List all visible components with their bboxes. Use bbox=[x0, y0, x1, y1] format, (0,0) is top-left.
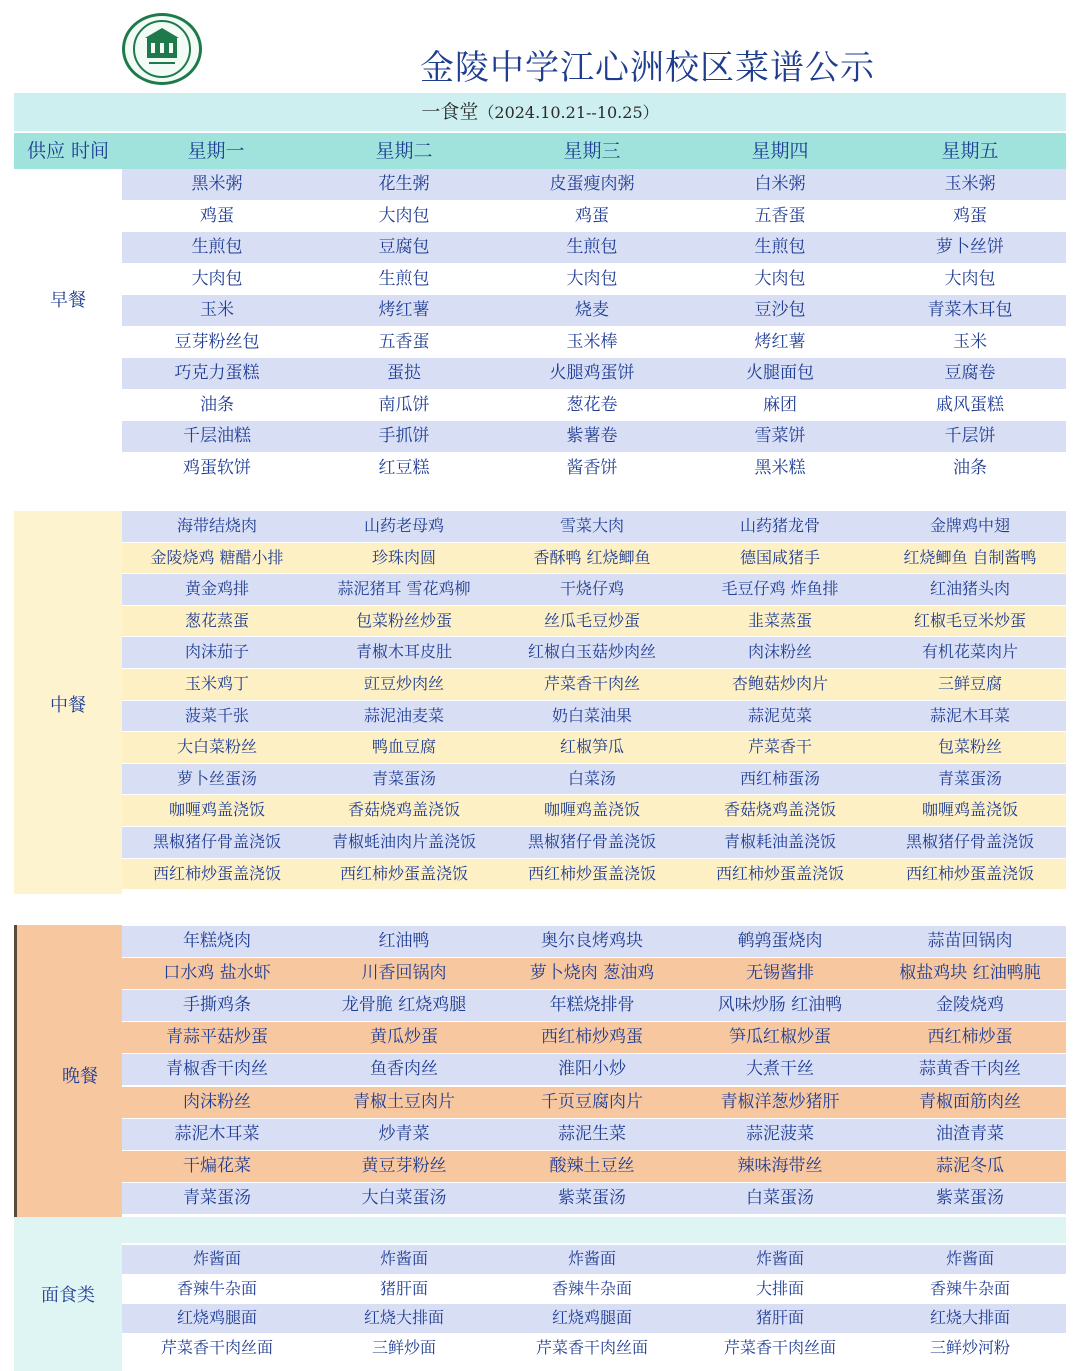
dinner-dish-cell: 手撕鸡条 bbox=[183, 995, 251, 1016]
lunch-dish-cell: 珍珠肉圆 bbox=[371, 547, 436, 567]
breakfast-dish-cell: 大肉包 bbox=[754, 268, 806, 289]
lunch-dish-cell: 西红柿炒蛋盖浇饭 bbox=[905, 863, 1034, 883]
lunch-dish-cell: 青菜蛋汤 bbox=[937, 768, 1002, 788]
noodles-dish-cell: 芹菜香干肉丝面 bbox=[160, 1337, 273, 1357]
dinner-dish-cell: 青蒜平菇炒蛋 bbox=[166, 1027, 268, 1048]
breakfast-dish-cell: 青菜木耳包 bbox=[927, 300, 1013, 320]
dinner-dish-cell: 大煮干丝 bbox=[746, 1059, 814, 1080]
lunch-dish-cell: 白菜汤 bbox=[567, 768, 616, 788]
lunch-dish-cell: 咖喱鸡盖浇饭 bbox=[543, 800, 640, 820]
lunch-dish-cell: 雪菜大肉 bbox=[559, 516, 624, 535]
noodles-dish-cell: 香辣牛杂面 bbox=[929, 1278, 1010, 1298]
breakfast-dish-cell: 麻团 bbox=[763, 394, 797, 415]
dinner-dish-cell: 萝卜烧肉 葱油鸡 bbox=[529, 963, 655, 984]
lunch-dish-cell: 肉沫粉丝 bbox=[747, 642, 812, 662]
breakfast-dish-cell: 大肉包 bbox=[378, 205, 430, 226]
lunch-dish-cell: 三鲜豆腐 bbox=[937, 674, 1002, 693]
noodles-dish-cell: 大排面 bbox=[755, 1278, 804, 1298]
noodles-dish-cell: 炸酱面 bbox=[379, 1249, 428, 1268]
canteen-bar bbox=[14, 93, 1066, 131]
dinner-dish-cell: 无锡酱排 bbox=[746, 963, 814, 984]
dinner-dish-cell: 黄瓜炒蛋 bbox=[370, 1027, 438, 1048]
breakfast-dish-cell: 玉米 bbox=[953, 331, 987, 352]
breakfast-dish-cell: 巧克力蛋糕 bbox=[174, 363, 260, 383]
noodles-dish-cell: 红烧大排面 bbox=[363, 1308, 444, 1327]
lunch-dish-cell: 毛豆仔鸡 炸鱼排 bbox=[721, 579, 839, 599]
breakfast-dish-cell: 豆沙包 bbox=[754, 300, 806, 320]
dinner-dish-cell: 肉沫粉丝 bbox=[183, 1091, 251, 1112]
dinner-dish-cell: 金陵烧鸡 bbox=[936, 995, 1004, 1016]
lunch-dish-cell: 咖喱鸡盖浇饭 bbox=[921, 800, 1018, 820]
day-header-mon: 星期一 bbox=[187, 140, 245, 162]
noodles-dish-cell: 芹菜香干肉丝面 bbox=[723, 1337, 836, 1357]
noodles-dish-cell: 三鲜炒面 bbox=[371, 1337, 436, 1357]
breakfast-dish-cell: 千层油糕 bbox=[183, 426, 251, 446]
dinner-dish-cell: 西红柿炒鸡蛋 bbox=[541, 1027, 643, 1048]
lunch-dish-cell: 山药猪龙骨 bbox=[739, 516, 820, 535]
breakfast-dish-cell: 豆芽粉丝包 bbox=[174, 331, 260, 352]
lunch-dish-cell: 黑椒猪仔骨盖浇饭 bbox=[152, 832, 281, 851]
canteen-name: 一食堂 bbox=[421, 101, 479, 123]
breakfast-dish-cell: 手抓饼 bbox=[378, 426, 430, 446]
lunch-dish-cell: 咖喱鸡盖浇饭 bbox=[168, 800, 265, 820]
breakfast-dish-cell: 玉米 bbox=[200, 300, 234, 320]
dinner-dish-cell: 椒盐鸡块 红油鸭肫 bbox=[899, 963, 1041, 984]
dinner-dish-cell: 鱼香肉丝 bbox=[370, 1059, 438, 1080]
lunch-dish-cell: 蒜泥苋菜 bbox=[747, 705, 812, 725]
lunch-dish-cell: 青椒木耳皮肚 bbox=[355, 642, 452, 662]
lunch-dish-cell: 金陵烧鸡 糖醋小排 bbox=[150, 547, 284, 567]
dinner-dish-cell: 蒜泥木耳菜 bbox=[174, 1123, 260, 1144]
breakfast-dish-cell: 蛋挞 bbox=[387, 363, 421, 383]
lunch-dish-cell: 包菜粉丝 bbox=[937, 737, 1002, 757]
lunch-dish-cell: 杏鲍菇炒肉片 bbox=[731, 674, 828, 693]
lunch-dish-cell: 包菜粉丝炒蛋 bbox=[355, 610, 452, 630]
breakfast-dish-cell: 生煎包 bbox=[191, 237, 243, 257]
lunch-dish-cell: 干烧仔鸡 bbox=[559, 579, 624, 599]
dinner-dish-cell: 黄豆芽粉丝 bbox=[361, 1155, 447, 1176]
breakfast-dish-cell: 烤红薯 bbox=[754, 331, 806, 352]
school-emblem-icon bbox=[125, 16, 199, 82]
dinner-dish-cell: 蒜苗回锅肉 bbox=[927, 931, 1013, 951]
lunch-dish-cell: 芹菜香干肉丝 bbox=[543, 674, 640, 693]
breakfast-dish-cell: 紫薯卷 bbox=[566, 426, 618, 446]
lunch-dish-cell: 香酥鸭 红烧鲫鱼 bbox=[533, 547, 651, 567]
lunch-dish-cell: 红椒毛豆米炒蛋 bbox=[913, 610, 1026, 630]
lunch-dish-cell: 红油猪头肉 bbox=[929, 579, 1010, 599]
breakfast-dish-cell: 火腿鸡蛋饼 bbox=[549, 363, 635, 383]
breakfast-dish-cell: 鸡蛋 bbox=[953, 205, 987, 226]
lunch-dish-cell: 菠菜千张 bbox=[184, 705, 249, 725]
dinner-dish-cell: 辣味海带丝 bbox=[737, 1155, 823, 1176]
dinner-dish-cell: 紫菜蛋汤 bbox=[936, 1187, 1004, 1208]
dinner-dish-cell: 炒青菜 bbox=[378, 1123, 430, 1144]
dinner-dish-cell: 蒜泥菠菜 bbox=[746, 1123, 814, 1144]
canteen-dates: （2024.10.21--10.25） bbox=[478, 103, 659, 122]
dinner-dish-cell: 风味炒肠 红油鸭 bbox=[717, 995, 843, 1016]
breakfast-dish-cell: 葱花卷 bbox=[566, 394, 618, 415]
lunch-dish-cell: 金牌鸡中翅 bbox=[929, 516, 1010, 535]
lunch-dish-cell: 西红柿炒蛋盖浇饭 bbox=[152, 863, 281, 883]
dinner-dish-cell: 油渣青菜 bbox=[936, 1123, 1004, 1144]
header bbox=[0, 0, 1080, 93]
lunch-dish-cell: 蒜泥猪耳 雪花鸡柳 bbox=[337, 579, 471, 599]
noodles-dish-cell: 猪肝面 bbox=[755, 1308, 804, 1327]
dinner-dish-cell: 青椒面筋肉丝 bbox=[919, 1091, 1021, 1112]
lunch-dish-cell: 有机花菜肉片 bbox=[921, 642, 1018, 662]
breakfast-dish-cell: 玉米棒 bbox=[566, 331, 618, 352]
dinner-dish-cell: 紫菜蛋汤 bbox=[558, 1187, 626, 1208]
lunch-dish-cell: 德国咸猪手 bbox=[739, 547, 820, 567]
noodles-dish-cell: 红烧鸡腿面 bbox=[551, 1308, 632, 1327]
noodles-dish-cell: 猪肝面 bbox=[379, 1278, 428, 1298]
breakfast-dish-cell: 烧麦 bbox=[575, 300, 609, 320]
dinner-dish-cell: 口水鸡 盐水虾 bbox=[163, 963, 271, 984]
day-header-wed: 星期三 bbox=[563, 140, 621, 162]
dinner-dish-cell: 酸辣土豆丝 bbox=[549, 1155, 635, 1176]
page-title: 金陵中学江心洲校区菜谱公示 bbox=[420, 48, 875, 88]
lunch-dish-cell: 西红柿炒蛋盖浇饭 bbox=[715, 863, 844, 883]
lunch-dish-cell: 山药老母鸡 bbox=[363, 516, 444, 535]
breakfast-dish-cell: 鸡蛋软饼 bbox=[183, 457, 251, 478]
lunch-dish-cell: 黑椒猪仔骨盖浇饭 bbox=[905, 832, 1034, 851]
dinner-dish-cell: 红油鸭 bbox=[378, 931, 430, 951]
breakfast-dish-cell: 油条 bbox=[953, 457, 987, 478]
breakfast-dish-cell: 花生粥 bbox=[378, 174, 430, 194]
lunch-dish-cell: 丝瓜毛豆炒蛋 bbox=[543, 610, 640, 630]
breakfast-dish-cell: 豆腐包 bbox=[378, 237, 430, 257]
noodles-dish-cell: 香辣牛杂面 bbox=[551, 1278, 632, 1298]
breakfast-dish-cell: 萝卜丝饼 bbox=[936, 237, 1004, 257]
lunch-dish-cell: 青菜蛋汤 bbox=[371, 768, 436, 788]
breakfast-dish-cell: 五香蛋 bbox=[378, 331, 430, 352]
lunch-dish-cell: 西红柿蛋汤 bbox=[739, 768, 820, 788]
breakfast-label: 早餐 bbox=[50, 290, 86, 311]
day-header-thu: 星期四 bbox=[751, 140, 809, 162]
breakfast-dish-cell: 南瓜饼 bbox=[378, 394, 430, 415]
breakfast-dish-cell: 鸡蛋 bbox=[200, 205, 234, 226]
school-logo bbox=[122, 13, 202, 85]
breakfast-dish-cell: 黑米粥 bbox=[191, 174, 243, 194]
breakfast-dish-cell: 白米粥 bbox=[754, 174, 806, 194]
lunch-dish-cell: 肉沫茄子 bbox=[184, 642, 249, 662]
dinner-dish-cell: 龙骨脆 红烧鸡腿 bbox=[341, 995, 467, 1016]
lunch-dish-cell: 红椒笋瓜 bbox=[559, 737, 624, 757]
lunch-dish-cell: 红椒白玉菇炒肉丝 bbox=[527, 642, 656, 662]
dinner-dish-cell: 奥尔良烤鸡块 bbox=[541, 931, 643, 951]
lunch-dish-cell: 鸭血豆腐 bbox=[371, 737, 436, 757]
dinner-label: 晚餐 bbox=[62, 1066, 98, 1087]
lunch-dish-cell: 蒜泥木耳菜 bbox=[929, 705, 1010, 725]
lunch-dish-cell: 玉米鸡丁 bbox=[184, 674, 249, 693]
breakfast-dish-cell: 油条 bbox=[200, 394, 234, 415]
dinner-dish-cell: 青菜蛋汤 bbox=[183, 1187, 251, 1208]
noodles-label: 面食类 bbox=[41, 1285, 95, 1306]
breakfast-dish-cell: 黑米糕 bbox=[754, 457, 806, 478]
dinner-dish-cell: 蒜泥生菜 bbox=[558, 1123, 626, 1144]
dinner-dish-cell: 西红柿炒蛋 bbox=[927, 1027, 1013, 1048]
lunch-dish-cell: 黑椒猪仔骨盖浇饭 bbox=[527, 832, 656, 851]
noodles-dish-cell: 红烧鸡腿面 bbox=[176, 1308, 257, 1327]
noodles-dish-cell: 炸酱面 bbox=[567, 1249, 616, 1268]
noodles-dish-cell: 炸酱面 bbox=[755, 1249, 804, 1268]
noodles-dish-cell: 炸酱面 bbox=[192, 1249, 241, 1268]
dinner-dish-cell: 淮阳小炒 bbox=[558, 1059, 626, 1080]
lunch-dish-cell: 西红柿炒蛋盖浇饭 bbox=[527, 863, 656, 883]
dinner-dish-cell: 千页豆腐肉片 bbox=[541, 1091, 643, 1112]
lunch-dish-cell: 香菇烧鸡盖浇饭 bbox=[723, 800, 836, 820]
dinner-dish-cell: 鹌鹑蛋烧肉 bbox=[737, 931, 823, 951]
day-header-fri: 星期五 bbox=[941, 140, 999, 162]
dinner-dish-cell: 青椒香干肉丝 bbox=[166, 1059, 268, 1080]
breakfast-dish-cell: 大肉包 bbox=[566, 268, 618, 289]
lunch-dish-cell: 香菇烧鸡盖浇饭 bbox=[347, 800, 460, 820]
lunch-dish-cell: 韭菜蒸蛋 bbox=[747, 610, 812, 630]
breakfast-dish-cell: 皮蛋瘦肉粥 bbox=[549, 174, 635, 194]
breakfast-dish-cell: 生煎包 bbox=[754, 237, 806, 257]
noodles-dish-cell: 三鲜炒河粉 bbox=[929, 1337, 1010, 1357]
dinner-dish-cell: 干煸花菜 bbox=[183, 1155, 251, 1176]
lunch-dish-cell: 奶白菜油果 bbox=[551, 705, 632, 725]
noodles-dish-cell: 红烧大排面 bbox=[929, 1308, 1010, 1327]
breakfast-dish-cell: 大肉包 bbox=[944, 268, 996, 289]
breakfast-dish-cell: 火腿面包 bbox=[746, 363, 814, 383]
dinner-dish-cell: 年糕烧排骨 bbox=[549, 995, 635, 1016]
noodles-dish-cell: 香辣牛杂面 bbox=[176, 1278, 257, 1298]
breakfast-dish-cell: 生煎包 bbox=[378, 268, 430, 289]
lunch-dish-cell: 红烧鲫鱼 自制酱鸭 bbox=[903, 547, 1037, 567]
lunch-dish-cell: 大白菜粉丝 bbox=[176, 737, 257, 757]
breakfast-label-cell bbox=[14, 169, 122, 489]
noodles-dish-cell: 炸酱面 bbox=[945, 1249, 994, 1268]
lunch-label: 中餐 bbox=[50, 695, 86, 716]
breakfast-dish-cell: 五香蛋 bbox=[754, 205, 806, 226]
breakfast-dish-cell: 酱香饼 bbox=[566, 457, 618, 478]
breakfast-dish-cell: 玉米粥 bbox=[944, 174, 996, 194]
breakfast-dish-cell: 千层饼 bbox=[944, 426, 996, 446]
noodles-dish-cell: 芹菜香干肉丝面 bbox=[535, 1337, 648, 1357]
breakfast-dish-cell: 戚风蛋糕 bbox=[936, 394, 1004, 415]
lunch-dish-cell: 萝卜丝蛋汤 bbox=[176, 768, 257, 788]
lunch-dish-cell: 青椒蚝油肉片盖浇饭 bbox=[331, 832, 476, 851]
breakfast-dish-cell: 雪菜饼 bbox=[754, 426, 806, 446]
lunch-dish-cell: 芹菜香干 bbox=[747, 737, 812, 757]
dinner-dish-cell: 青椒土豆肉片 bbox=[353, 1091, 455, 1112]
breakfast-dish-cell: 生煎包 bbox=[566, 237, 618, 257]
breakfast-dish-cell: 烤红薯 bbox=[378, 300, 430, 320]
breakfast-dish-cell: 大肉包 bbox=[191, 268, 243, 289]
day-header-tue: 星期二 bbox=[375, 140, 433, 162]
dinner-dish-cell: 笋瓜红椒炒蛋 bbox=[729, 1027, 831, 1048]
breakfast-dish-cell: 红豆糕 bbox=[378, 457, 430, 478]
supply-time-header: 供应 时间 bbox=[26, 140, 110, 162]
lunch-dish-cell: 青椒耗油盖浇饭 bbox=[723, 832, 836, 851]
lunch-dish-cell: 西红柿炒蛋盖浇饭 bbox=[339, 863, 468, 883]
dinner-dish-cell: 青椒洋葱炒猪肝 bbox=[720, 1091, 840, 1112]
dinner-dish-cell: 年糕烧肉 bbox=[183, 931, 251, 951]
dinner-dish-cell: 白菜蛋汤 bbox=[746, 1187, 814, 1208]
lunch-dish-cell: 豇豆炒肉丝 bbox=[363, 674, 444, 693]
lunch-dish-cell: 葱花蒸蛋 bbox=[184, 610, 249, 630]
breakfast-dish-cell: 豆腐卷 bbox=[944, 363, 996, 383]
lunch-dish-cell: 蒜泥油麦菜 bbox=[363, 705, 444, 725]
breakfast-dish-cell: 鸡蛋 bbox=[575, 205, 609, 226]
lunch-dish-cell: 黄金鸡排 bbox=[184, 579, 249, 599]
lunch-dish-cell: 海带结烧肉 bbox=[176, 516, 257, 535]
dinner-dish-cell: 大白菜蛋汤 bbox=[361, 1187, 447, 1208]
dinner-dish-cell: 川香回锅肉 bbox=[361, 963, 447, 984]
dinner-dish-cell: 蒜泥冬瓜 bbox=[936, 1155, 1004, 1176]
weekday-header-row bbox=[14, 133, 1066, 169]
dinner-dish-cell: 蒜黄香干肉丝 bbox=[919, 1059, 1021, 1080]
noodles-spacer bbox=[122, 1217, 1066, 1243]
